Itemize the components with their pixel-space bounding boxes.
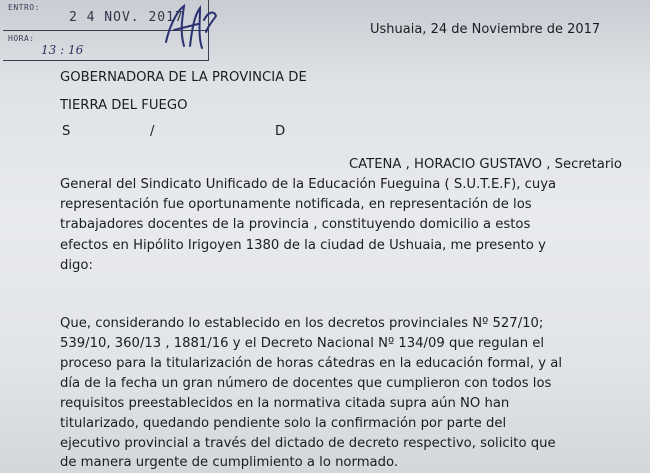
addressee-line-2: TIERRA DEL FUEGO [60,98,188,113]
place-and-date: Ushuaia, 24 de Noviembre de 2017 [370,22,601,37]
stamp-time-label: HORA: [8,34,35,43]
para2-line-7: ejecutivo provincial a través del dictado de decreto respectivo, solicito que [60,436,556,451]
addressee-line-1: GOBERNADORA DE LA PROVINCIA DE [60,70,307,85]
para2-line-8: de manera urgente de cumplimiento a lo normado. [60,455,399,470]
para2-line-1: Que, considerando lo establecido en los decretos provinciales Nº 527/10; [60,316,544,331]
para1-line-5: efectos en Hipólito Irigoyen 1380 de la ciudad de Ushuaia, me presento y [60,238,546,253]
salutation-s: S [62,124,71,139]
stamp-time-value: 13 : 16 [41,43,84,57]
para2-line-6: titularizado, quedando pendiente solo la confirmación por parte del [60,416,507,431]
handwritten-signature [160,2,218,54]
para1-line-4: trabajadores docentes de la provincia , constituyendo domicilio a estos [60,217,531,232]
stamp-entry-label: ENTRO: [8,3,40,12]
para1-line-2: General del Sindicato Unificado de la Educación Fueguina ( S.U.T.E.F), cuya [60,177,557,192]
para2-line-3: proceso para la titularización de horas cátedras en la educación formal, y al [60,356,563,371]
para1-line-6: digo: [60,258,93,273]
para1-line-3: representación fue oportunamente notificada, en representación de los [60,197,532,212]
para2-line-5: requisitos preestablecidos en la normativa citada supra aún NO han [60,396,510,411]
para1-line-1: CATENA , HORACIO GUSTAVO , Secretario [348,157,622,172]
para2-line-2: 539/10, 360/13 , 1881/16 y el Decreto Nacional Nº 134/09 que regulan el [60,336,545,351]
salutation-d: D [275,124,286,139]
salutation-slash: / [150,124,155,139]
stamp-entry-date: 2 4 NOV. 2017 [69,10,184,25]
para2-line-4: día de la fecha un gran número de docentes que cumplieron con todos los [60,376,552,391]
